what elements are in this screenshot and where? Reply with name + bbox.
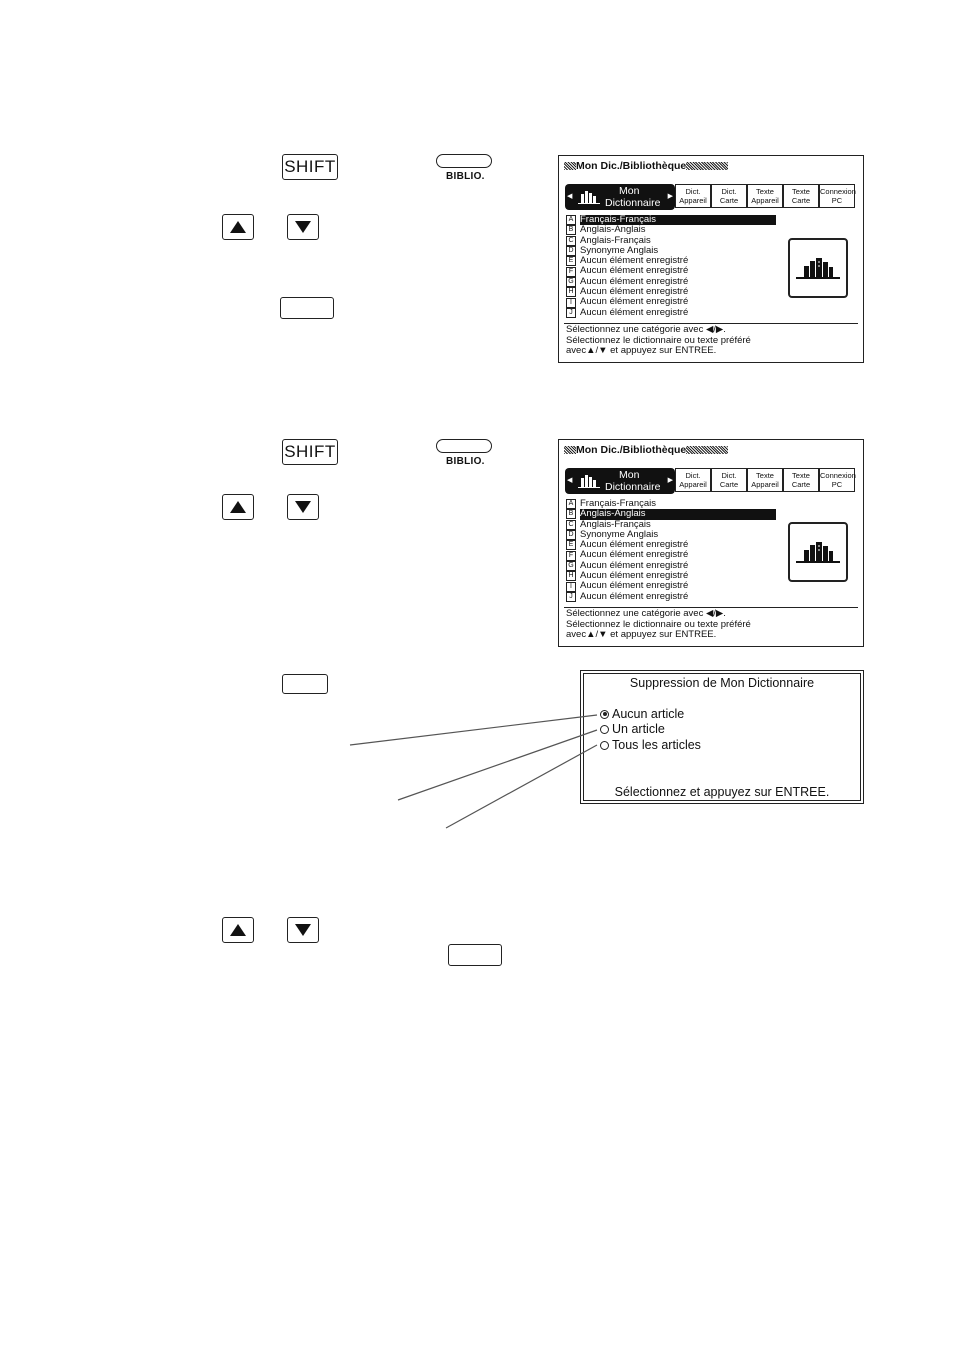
list-item[interactable]: A Français-Français bbox=[566, 215, 776, 225]
help-text: Sélectionnez une catégorie avec ◀/▶. Sélectionnez le dictionnaire ou texte préféré avec▲/▼ et appuyez sur ENTREE. bbox=[566, 324, 751, 356]
list-item[interactable]: B Anglais-Anglais bbox=[566, 509, 776, 519]
tab-dict-carte[interactable]: Dict. Carte bbox=[711, 184, 747, 208]
down-arrow-key[interactable] bbox=[287, 917, 319, 943]
tab-connexion-pc[interactable]: Connexion PC bbox=[819, 184, 855, 208]
list-item[interactable]: J Aucun élément enregistré bbox=[566, 308, 776, 318]
list-item[interactable]: D Synonyme Anglais bbox=[566, 246, 776, 256]
tab-main-line2: Dictionnaire bbox=[605, 197, 661, 209]
list-item[interactable]: I Aucun élément enregistré bbox=[566, 297, 776, 307]
tab-texte-appareil[interactable]: Texte Appareil bbox=[747, 184, 783, 208]
right-arrow-icon: ▶ bbox=[667, 477, 673, 484]
tab-main-line2: Dictionnaire bbox=[605, 481, 661, 493]
list-item[interactable]: H Aucun élément enregistré bbox=[566, 287, 776, 297]
option-aucun-article[interactable]: Aucun article bbox=[600, 707, 684, 721]
list-item[interactable]: E Aucun élément enregistré bbox=[566, 540, 776, 550]
option-tous-les-articles[interactable]: Tous les articles bbox=[600, 738, 701, 752]
left-arrow-icon: ◀ bbox=[567, 193, 573, 200]
tab-texte-carte[interactable]: Texte Carte bbox=[783, 184, 819, 208]
biblio-key-label: BIBLIO. bbox=[446, 171, 485, 182]
tab-main-line1: Mon bbox=[619, 469, 640, 481]
dialog-title: Suppression de Mon Dictionnaire bbox=[629, 676, 815, 690]
tab-dict-appareil[interactable]: Dict. Appareil bbox=[675, 184, 711, 208]
list-item[interactable]: F Aucun élément enregistré bbox=[566, 266, 776, 276]
list-item[interactable]: I Aucun élément enregistré bbox=[566, 581, 776, 591]
list-item[interactable]: G Aucun élément enregistré bbox=[566, 561, 776, 571]
up-arrow-key[interactable] bbox=[222, 917, 254, 943]
list-item[interactable]: B Anglais-Anglais bbox=[566, 225, 776, 235]
option-un-article[interactable]: Un article bbox=[600, 722, 665, 736]
tab-dict-appareil[interactable]: Dict. Appareil bbox=[675, 468, 711, 492]
tab-texte-appareil[interactable]: Texte Appareil bbox=[747, 468, 783, 492]
tab-dict-carte[interactable]: Dict. Carte bbox=[711, 468, 747, 492]
tab-main-line1: Mon bbox=[619, 185, 640, 197]
list-item[interactable]: E Aucun élément enregistré bbox=[566, 256, 776, 266]
list-item[interactable]: C Anglais-Français bbox=[566, 236, 776, 246]
callout-line bbox=[350, 715, 597, 745]
biblio-key-label: BIBLIO. bbox=[446, 456, 485, 467]
callout-line bbox=[398, 730, 597, 800]
callout-line bbox=[446, 745, 597, 828]
screen-title-text: Mon Dic./Bibliothèque bbox=[576, 160, 687, 172]
list-item[interactable]: J Aucun élément enregistré bbox=[566, 592, 776, 602]
enter-key[interactable] bbox=[448, 944, 502, 966]
shift-key[interactable]: SHIFT bbox=[282, 439, 338, 465]
list-item[interactable]: C Anglais-Français bbox=[566, 520, 776, 530]
shift-key[interactable]: SHIFT bbox=[282, 154, 338, 180]
right-arrow-icon: ▶ bbox=[667, 193, 673, 200]
tab-texte-carte[interactable]: Texte Carte bbox=[783, 468, 819, 492]
dialog-footer: Sélectionnez et appuyez sur ENTREE. bbox=[614, 785, 830, 799]
list-item[interactable]: D Synonyme Anglais bbox=[566, 530, 776, 540]
screen-title-text: Mon Dic./Bibliothèque bbox=[576, 444, 687, 456]
down-triangle-icon bbox=[294, 923, 312, 937]
list-item[interactable]: A Français-Français bbox=[566, 499, 776, 509]
help-text: Sélectionnez une catégorie avec ◀/▶. Sélectionnez le dictionnaire ou texte préféré avec▲/▼ et appuyez sur ENTREE. bbox=[566, 608, 751, 640]
list-item[interactable]: H Aucun élément enregistré bbox=[566, 571, 776, 581]
list-item[interactable]: G Aucun élément enregistré bbox=[566, 277, 776, 287]
left-arrow-icon: ◀ bbox=[567, 477, 573, 484]
tab-connexion-pc[interactable]: Connexion PC bbox=[819, 468, 855, 492]
list-item[interactable]: F Aucun élément enregistré bbox=[566, 550, 776, 560]
up-triangle-icon bbox=[229, 923, 247, 937]
